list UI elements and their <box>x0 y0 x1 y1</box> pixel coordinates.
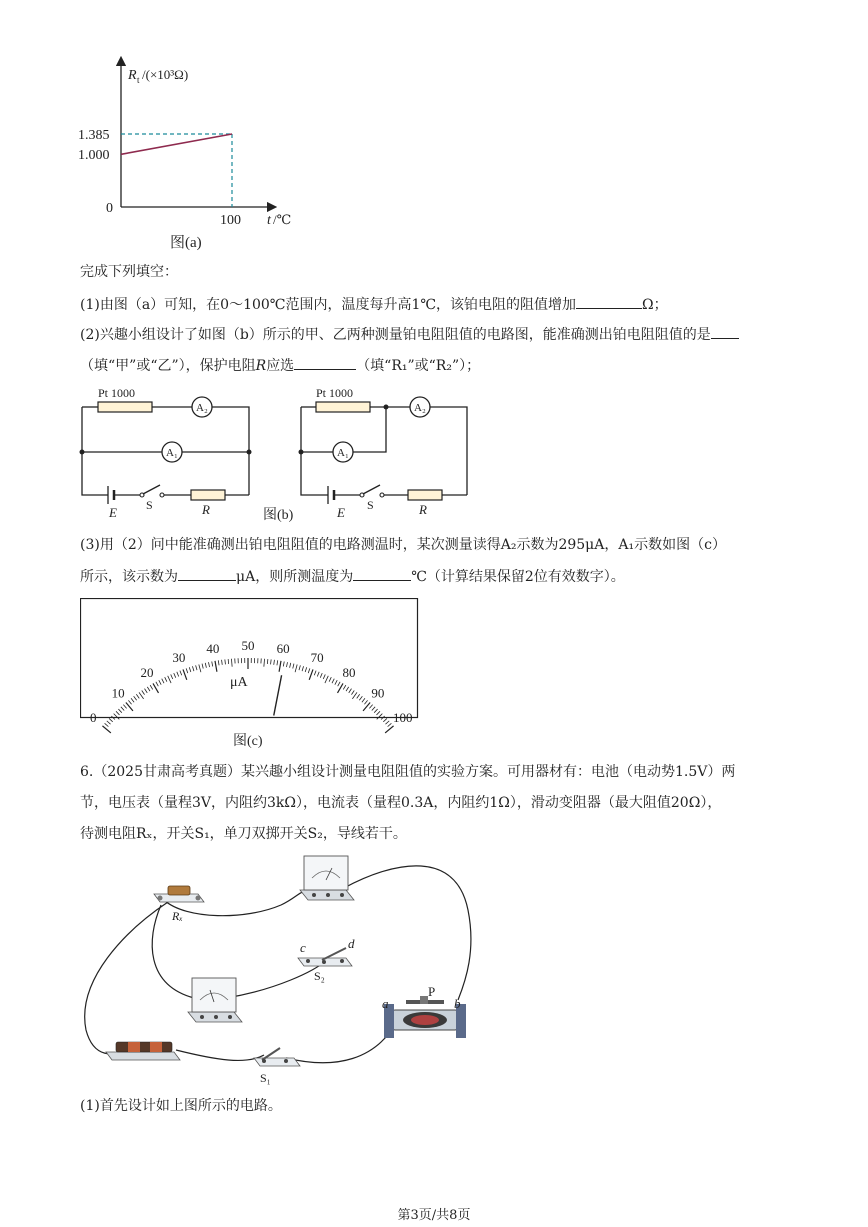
svg-text:R: R <box>419 502 427 517</box>
meter-scale-label: 0 <box>90 710 97 726</box>
q1-unit: Ω； <box>642 297 668 313</box>
series-line <box>121 134 232 154</box>
svg-text:c: c <box>300 940 306 955</box>
meter-scale-label: 80 <box>342 665 356 681</box>
y-tick-1385: 1.385 <box>78 128 110 143</box>
question-3-line2 <box>80 566 625 587</box>
svg-text:S₂: S₂ <box>314 969 325 983</box>
pt1000-resistor <box>98 402 152 412</box>
figure-d-apparatus <box>76 850 496 1090</box>
figure-b-caption: 图(b) <box>263 508 294 523</box>
meter-scale-label: 100 <box>392 710 413 726</box>
y-axis-sub: t <box>137 75 140 85</box>
q3-blank-2[interactable] <box>353 566 411 581</box>
origin-label: 0 <box>106 201 113 216</box>
meter-unit: μA <box>230 675 248 690</box>
svg-text:a: a <box>382 996 389 1011</box>
meter-scale-label: 50 <box>241 638 255 653</box>
meter-tick <box>105 723 109 726</box>
circuit-jia <box>80 386 252 520</box>
meter-tick <box>385 721 389 724</box>
battery-pack <box>106 1042 180 1060</box>
question-3-line1: (3)用（2）问中能准确测出铂电阻阻值的电路测温时，某次测量读得A₂示数为295μA，A₁示数如图（c） <box>80 537 726 553</box>
meter-frame <box>81 599 418 718</box>
svg-text:P: P <box>428 984 436 999</box>
svg-text:d: d <box>348 936 355 951</box>
svg-text:A₂: A₂ <box>414 402 426 414</box>
q2-text-1: (2)兴趣小组设计了如图（b）所示的甲、乙两种测量铂电阻阻值的电路图，能准确测出铂电阻阻值的是 <box>80 327 711 343</box>
svg-text:A₂: A₂ <box>196 402 208 414</box>
figure-c-meter <box>80 598 420 753</box>
switch-s2 <box>298 936 355 983</box>
q2-text-3: 应选 <box>266 358 295 374</box>
q2-text-2: （填“甲”或“乙”），保护电阻 <box>80 358 256 374</box>
meter-tick <box>385 726 393 733</box>
meter-tick <box>267 659 268 664</box>
x-axis-unit: /℃ <box>273 212 292 227</box>
question-6-line1: 6.（2025甘肃高考真题）某兴趣小组设计测量电阻阻值的实验方案。可用器材有：电池（电动势1.5V）两 <box>80 764 736 780</box>
q1-text: (1)由图（a）可知，在0～100℃范围内，温度每升高1℃，该铂电阻的阻值增加 <box>80 297 577 313</box>
meter-scale-label: 20 <box>140 665 154 681</box>
instructions: 完成下列填空： <box>80 264 178 280</box>
x-axis-label: t <box>267 213 271 228</box>
meter-scale-label: 60 <box>276 641 290 657</box>
q2-blank-2[interactable] <box>294 355 356 370</box>
svg-text:b: b <box>454 996 461 1011</box>
page-footer: 第3页/共8页 <box>397 1208 471 1223</box>
meter-tick <box>102 726 110 733</box>
resistor-r: R <box>202 502 210 517</box>
question-6-line2: 节，电压表（量程3V，内阻约3kΩ），电流表（量程0.3A，内阻约1Ω），滑动变阻器（最大阻值20Ω）， <box>80 795 722 811</box>
q3-text-2: μA，则所测温度为 <box>236 569 354 585</box>
rheostat <box>382 984 466 1038</box>
q2-blank-1[interactable] <box>711 324 739 339</box>
q2-r-symbol: R <box>255 358 267 374</box>
figure-b <box>76 383 476 523</box>
switch-s: S <box>146 498 153 512</box>
meter-tick <box>383 718 387 721</box>
svg-text:A₁: A₁ <box>337 447 349 459</box>
meter-tick <box>228 659 229 664</box>
question-2-line1 <box>80 324 739 345</box>
question-1 <box>80 294 668 315</box>
y-axis-label: R <box>128 68 137 83</box>
y-axis-unit: /(×10³Ω) <box>142 67 189 82</box>
q3-text-1: 所示，该示数为 <box>80 569 178 585</box>
meter-tick <box>107 721 111 724</box>
svg-text:S₁: S₁ <box>260 1071 271 1085</box>
meter-scale-label: 70 <box>310 650 324 666</box>
q2-text-4: （填“R₁”或“R₂”）； <box>356 358 481 374</box>
figure-c-caption: 图(c) <box>233 734 263 749</box>
y-tick-1000: 1.000 <box>78 148 110 163</box>
circuit-yi <box>299 386 468 520</box>
meter-scale-label: 90 <box>371 685 385 701</box>
pt1000-resistor-2 <box>316 402 370 412</box>
question-6-part1: (1)首先设计如上图所示的电路。 <box>80 1098 282 1114</box>
rx-resistor <box>154 886 204 923</box>
x-tick-100: 100 <box>220 213 241 228</box>
svg-text:Rₓ: Rₓ <box>172 909 183 923</box>
question-2-line2 <box>80 355 480 376</box>
voltmeter <box>300 856 354 900</box>
meter-scale-label: 40 <box>206 641 220 657</box>
q3-text-3: ℃（计算结果保留2位有效数字）。 <box>411 569 625 585</box>
battery-e: E <box>109 505 117 520</box>
pt1000-label: Pt 1000 <box>98 386 136 400</box>
ammeter <box>188 978 242 1022</box>
meter-scale-label: 10 <box>111 685 125 701</box>
svg-text:S: S <box>367 498 374 512</box>
switch-s1 <box>254 1048 300 1085</box>
svg-text:E: E <box>337 505 345 520</box>
figure-a <box>70 55 330 255</box>
meter-tick <box>109 718 113 721</box>
figure-a-caption: 图(a) <box>170 235 202 251</box>
svg-text:Pt 1000: Pt 1000 <box>316 386 354 400</box>
question-6-line3: 待测电阻Rₓ，开关S₁，单刀双掷开关S₂，导线若干。 <box>80 826 407 842</box>
meter-tick <box>388 723 392 726</box>
q3-blank-1[interactable] <box>178 566 236 581</box>
svg-text:A₁: A₁ <box>166 447 178 459</box>
q1-blank[interactable] <box>576 294 642 309</box>
wires <box>85 866 471 1063</box>
meter-scale-label: 30 <box>172 650 186 666</box>
